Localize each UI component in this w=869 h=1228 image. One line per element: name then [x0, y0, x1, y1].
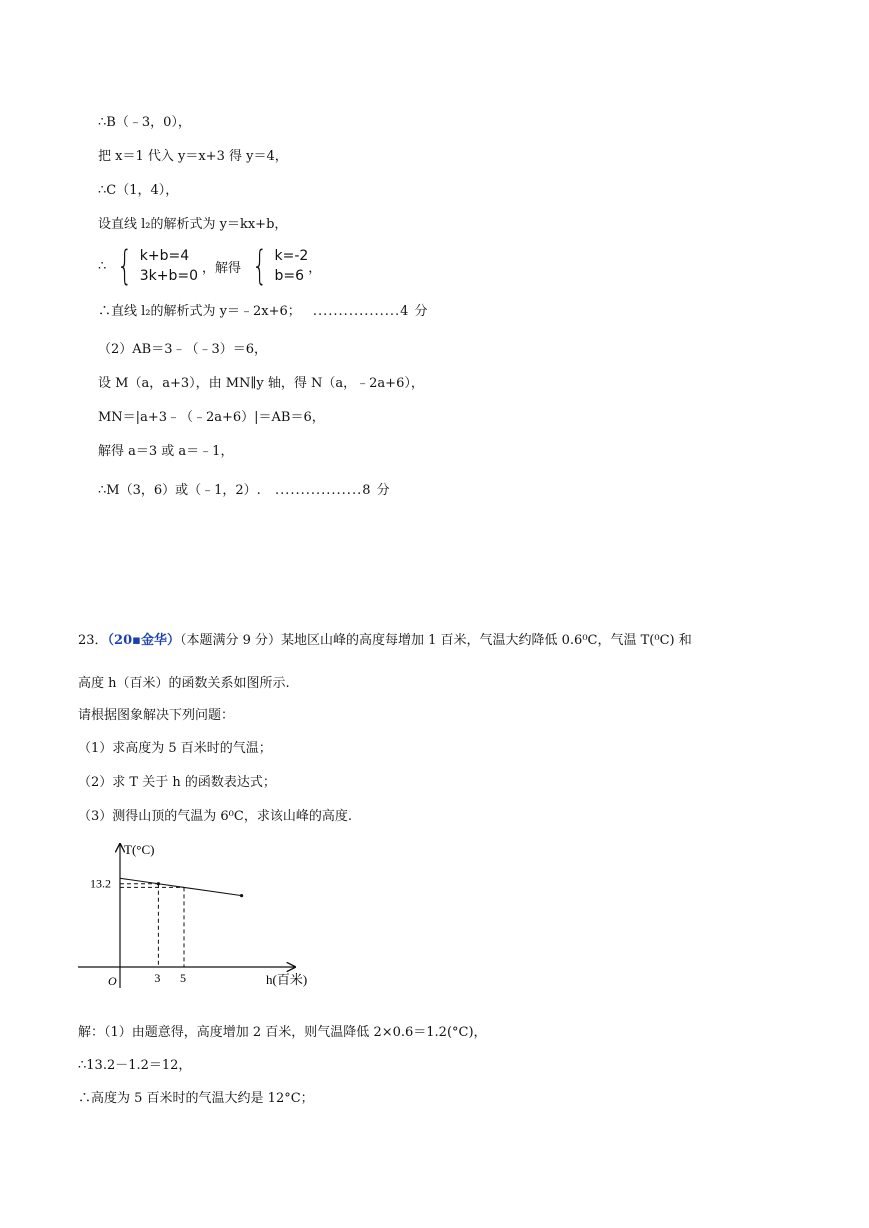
solution-line: （2）AB＝3﹣（﹣3）＝6，: [98, 342, 268, 357]
solution-line: 设直线 l₂的解析式为 y＝kx+b，: [98, 217, 288, 232]
brace-icon: {: [252, 243, 268, 289]
question-number: 23．: [78, 633, 108, 648]
solution-line: [98, 303, 429, 321]
question-part: （1）求高度为 5 百米时的气温；: [78, 741, 272, 756]
equation: 3k+b=0: [139, 268, 199, 284]
x-tick-label: 3: [154, 971, 161, 985]
equation-system: [98, 244, 321, 288]
question-part: （2）求 T 关于 h 的函数表达式；: [78, 775, 276, 790]
therefore-symbol: ∴: [98, 258, 107, 274]
data-point: [240, 894, 243, 897]
brace-icon: {: [117, 243, 133, 289]
answer-line: 解：（1）由题意得，高度增加 2 百米，则气温降低 2×0.6＝1.2(°C)，: [78, 1025, 487, 1040]
question-source: （20▪金华）: [107, 633, 180, 648]
x-axis-label: h(百米): [266, 972, 308, 987]
y-tick-label: 13.2: [90, 876, 111, 891]
score-marker: .................8 分: [274, 483, 391, 498]
system-equations: [140, 246, 198, 286]
series-line: [120, 878, 242, 895]
solution-line: ∴B（﹣3，0），: [98, 115, 191, 130]
question-header: [78, 632, 692, 650]
question-text: 高度 h（百米）的函数关系如图所示.: [78, 676, 290, 691]
y-axis-label: T(°C): [124, 842, 155, 857]
punctuation: ，: [308, 260, 322, 276]
system-solution: [274, 246, 308, 286]
origin-label: O: [108, 974, 117, 988]
solution-line: 解得 a＝3 或 a＝﹣1，: [98, 444, 234, 459]
equation: k=-2: [274, 248, 309, 264]
score-marker: .................4 分: [312, 304, 429, 319]
answer-line: ∴13.2－1.2＝12，: [78, 1058, 192, 1073]
question-text: （本题满分 9 分）某地区山峰的高度每增加 1 百米，气温大约降低 0.6⁰C，气温 T(⁰C) 和: [179, 633, 692, 648]
line-text: ∴直线 l₂的解析式为 y＝﹣2x+6；: [98, 304, 301, 319]
question-text: 请根据图象解决下列问题：: [78, 708, 235, 723]
solution-line: [98, 482, 391, 500]
equation: k+b=4: [139, 248, 190, 264]
temperature-height-graph: [70, 838, 330, 998]
x-tick-label: 5: [180, 971, 186, 985]
solution-line: MN＝|a+3﹣（﹣2a+6）|＝AB＝6，: [98, 410, 325, 425]
solve-text: ，解得: [202, 260, 242, 276]
solution-line: 把 x＝1 代入 y＝x+3 得 y＝4，: [98, 149, 288, 164]
solution-line: 设 M（a，a+3），由 MN∥y 轴，得 N（a，﹣2a+6），: [98, 376, 424, 391]
line-text: ∴M（3，6）或（﹣1，2）.: [98, 483, 261, 498]
answer-line: ∴高度为 5 百米时的气温大约是 12°C；: [78, 1091, 314, 1106]
data-point: [157, 882, 160, 885]
question-part: （3）测得山顶的气温为 6⁰C，求该山峰的高度.: [78, 809, 352, 824]
solution-line: ∴C（1，4），: [98, 183, 179, 198]
equation: b=6: [274, 268, 305, 284]
